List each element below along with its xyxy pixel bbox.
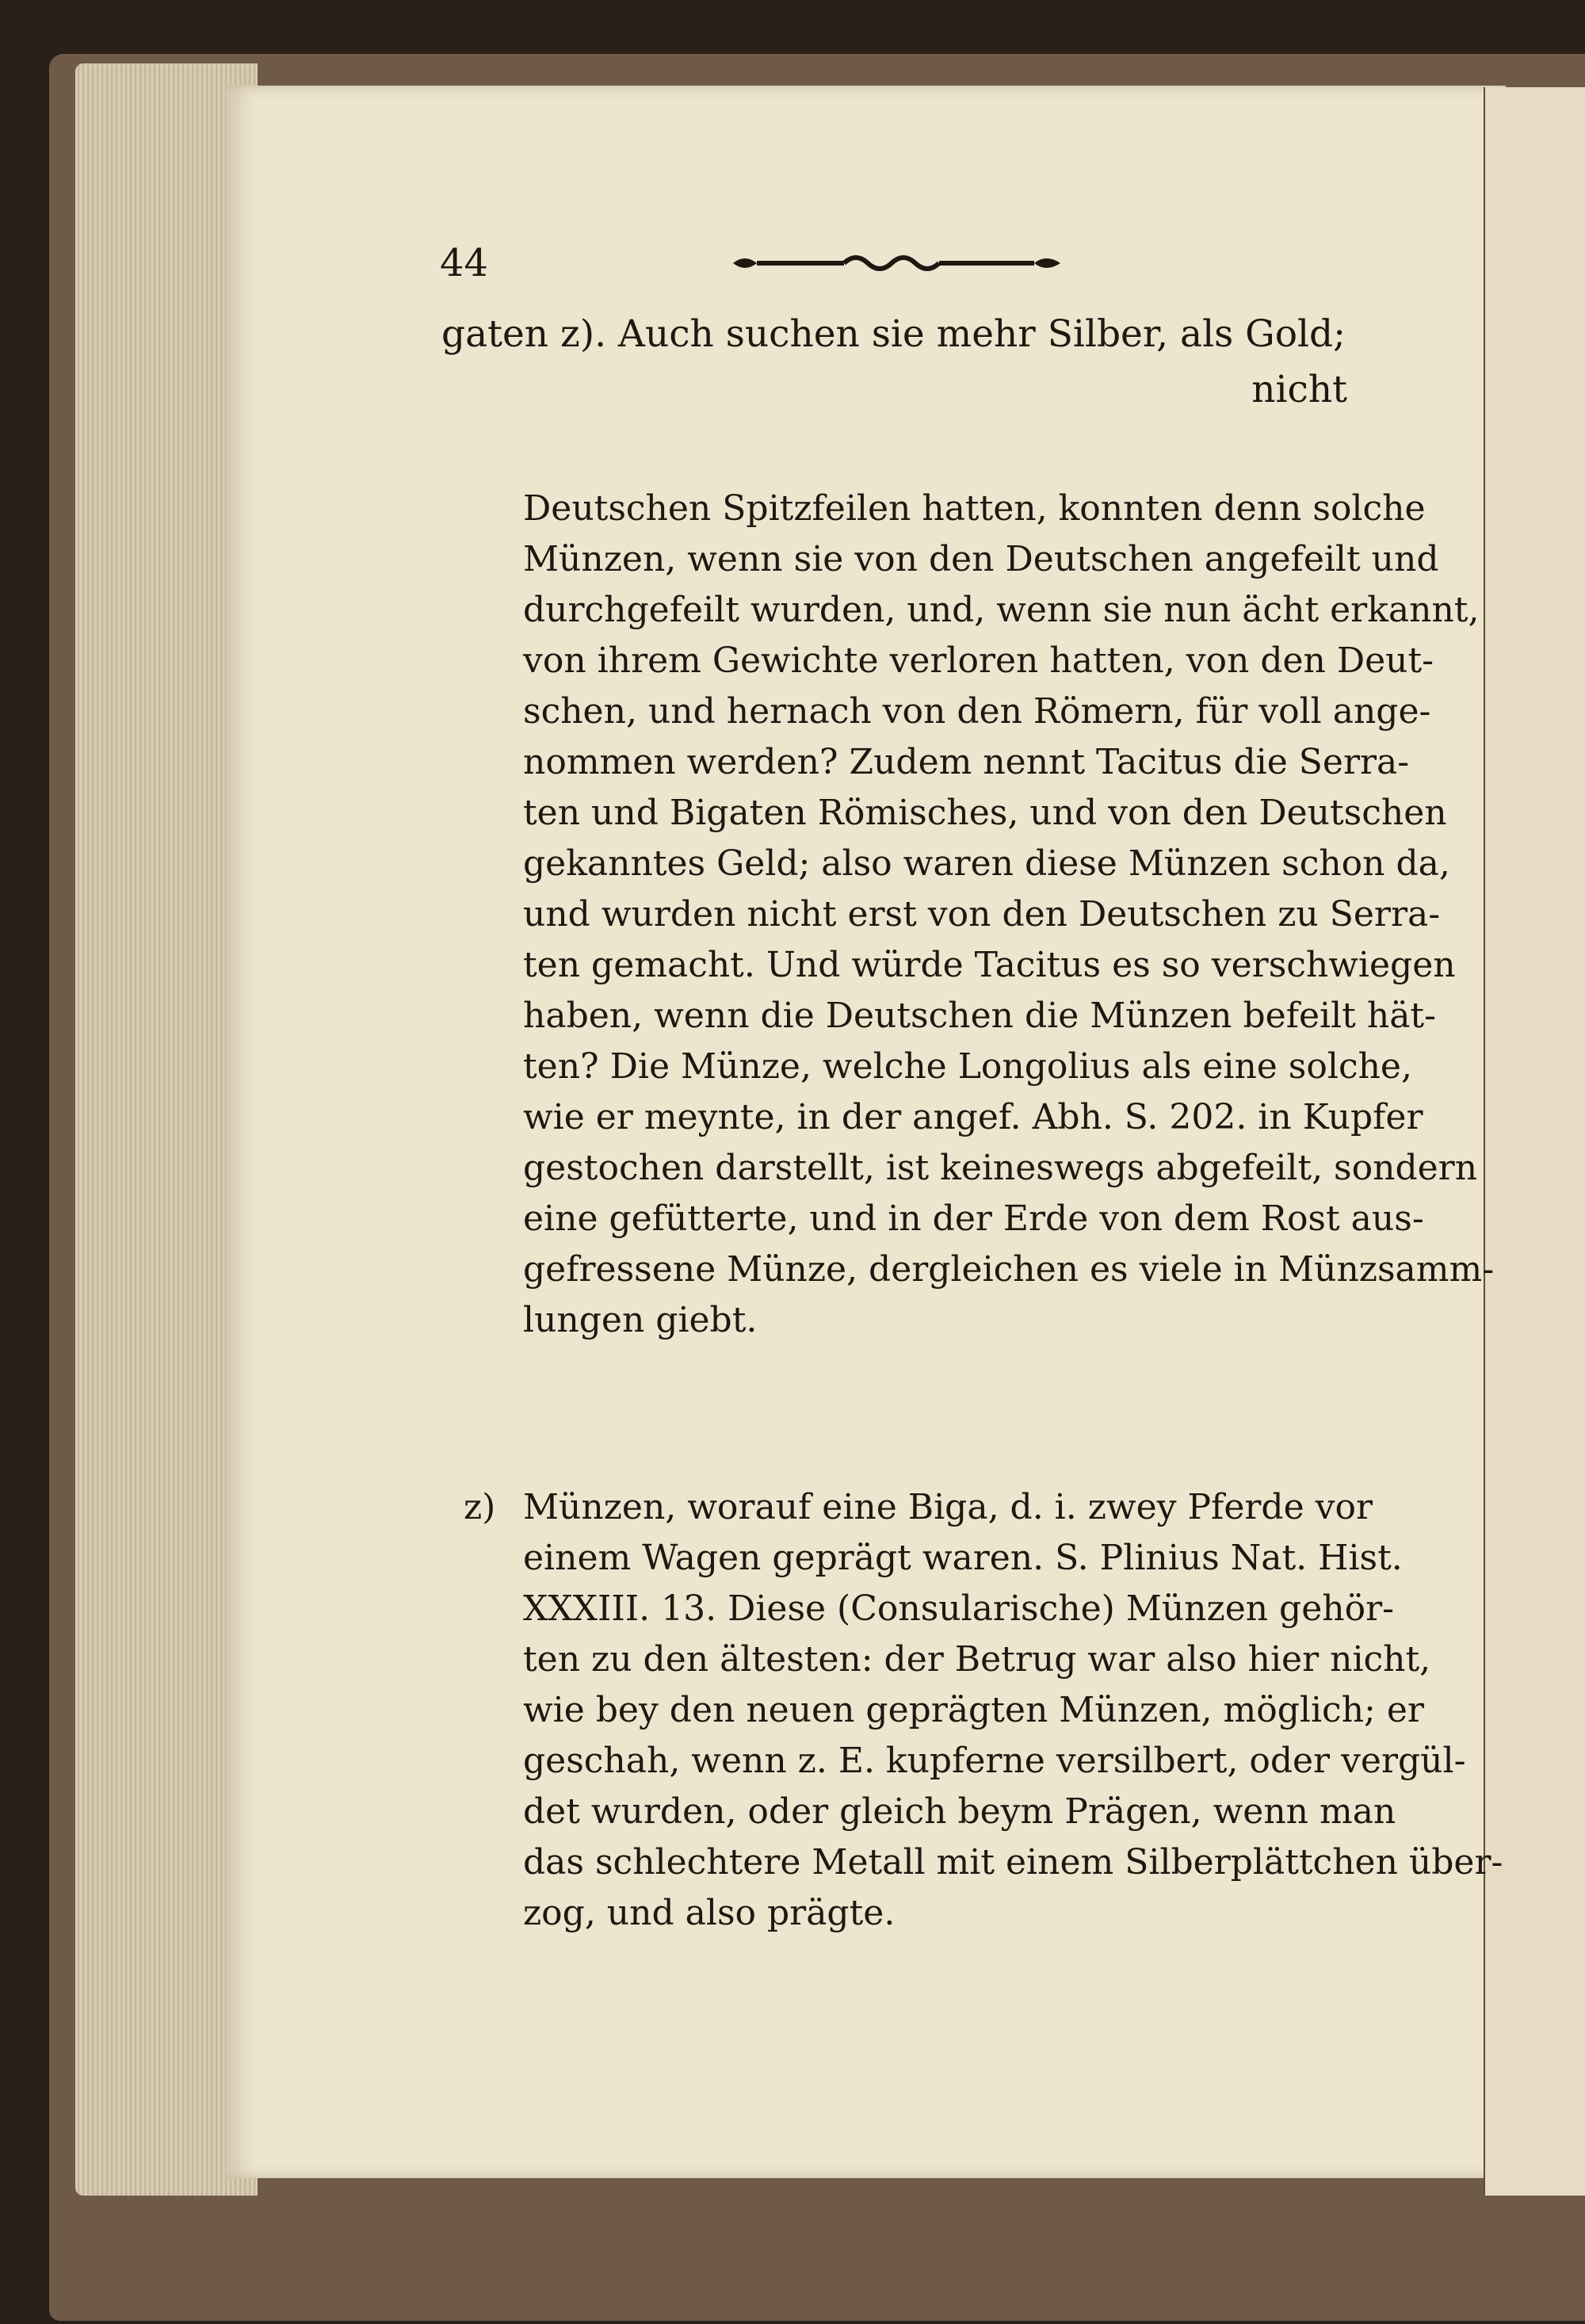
footnote-line: Deutschen Spitzfeilen hatten, konnten denn solche (523, 488, 1426, 529)
footnote-z-line: geschah, wenn z. E. kupferne versilbert, oder vergül- (523, 1741, 1466, 1781)
footnote-z-line: Münzen, worauf eine Biga, d. i. zwey Pferde vor (523, 1487, 1373, 1527)
footnote-line: und wurden nicht erst von den Deutschen zu Serra- (523, 894, 1441, 935)
catchword: nicht (1251, 368, 1347, 411)
footnote-z-line: XXXIII. 13. Diese (Consularische) Münzen gehör- (523, 1588, 1394, 1629)
footnote-line: lungen giebt. (523, 1300, 758, 1340)
footnote-z-line: zog, und also prägte. (523, 1893, 896, 1933)
footnote-line: nommen werden? Zudem nennt Tacitus die Serra- (523, 742, 1410, 782)
footnote-line: ten gemacht. Und würde Tacitus es so verschwiegen (523, 945, 1456, 985)
footnote-line: Münzen, wenn sie von den Deutschen angefeilt und (523, 539, 1439, 579)
footnote-line: haben, wenn die Deutschen die Münzen befeilt hät- (523, 996, 1436, 1036)
main-text-line: gaten z). Auch suchen sie mehr Silber, als Gold; (441, 312, 1346, 356)
footnote-line: von ihrem Gewichte verloren hatten, von den Deut- (523, 640, 1434, 681)
footnote-line: ten? Die Münze, welche Longolius als eine solche, (523, 1046, 1412, 1087)
footnote-line: ten und Bigaten Römisches, und von den Deutschen (523, 793, 1447, 833)
ornamental-rule-icon (729, 247, 1066, 279)
footnote-z-line: wie bey den neuen geprägten Münzen, möglich; er (523, 1690, 1424, 1730)
footnote-line: eine gefütterte, und in der Erde von dem Rost aus- (523, 1198, 1424, 1239)
footnote-z-line: det wurden, oder gleich beym Prägen, wenn man (523, 1791, 1396, 1832)
footnote-z-line: das schlechtere Metall mit einem Silberplättchen über- (523, 1842, 1503, 1883)
footnote-marker: z) (464, 1487, 496, 1527)
footnote-z-line: einem Wagen geprägt waren. S. Plinius Nat. Hist. (523, 1538, 1403, 1578)
footnote-line: schen, und hernach von den Römern, für voll ange- (523, 691, 1431, 732)
footnote-line: gekanntes Geld; also waren diese Münzen schon da, (523, 843, 1450, 884)
footnote-line: wie er meynte, in der angef. Abh. S. 202. in Kupfer (523, 1097, 1423, 1137)
footnote-line: gefressene Münze, dergleichen es viele in Münzsamm- (523, 1249, 1495, 1290)
footnote-z-line: ten zu den ältesten: der Betrug war also hier nicht, (523, 1639, 1431, 1680)
page-number: 44 (440, 241, 489, 285)
footnote-line: gestochen darstellt, ist keineswegs abgefeilt, sondern (523, 1148, 1478, 1188)
footnote-line: durchgefeilt wurden, und, wenn sie nun ächt erkannt, (523, 590, 1480, 630)
